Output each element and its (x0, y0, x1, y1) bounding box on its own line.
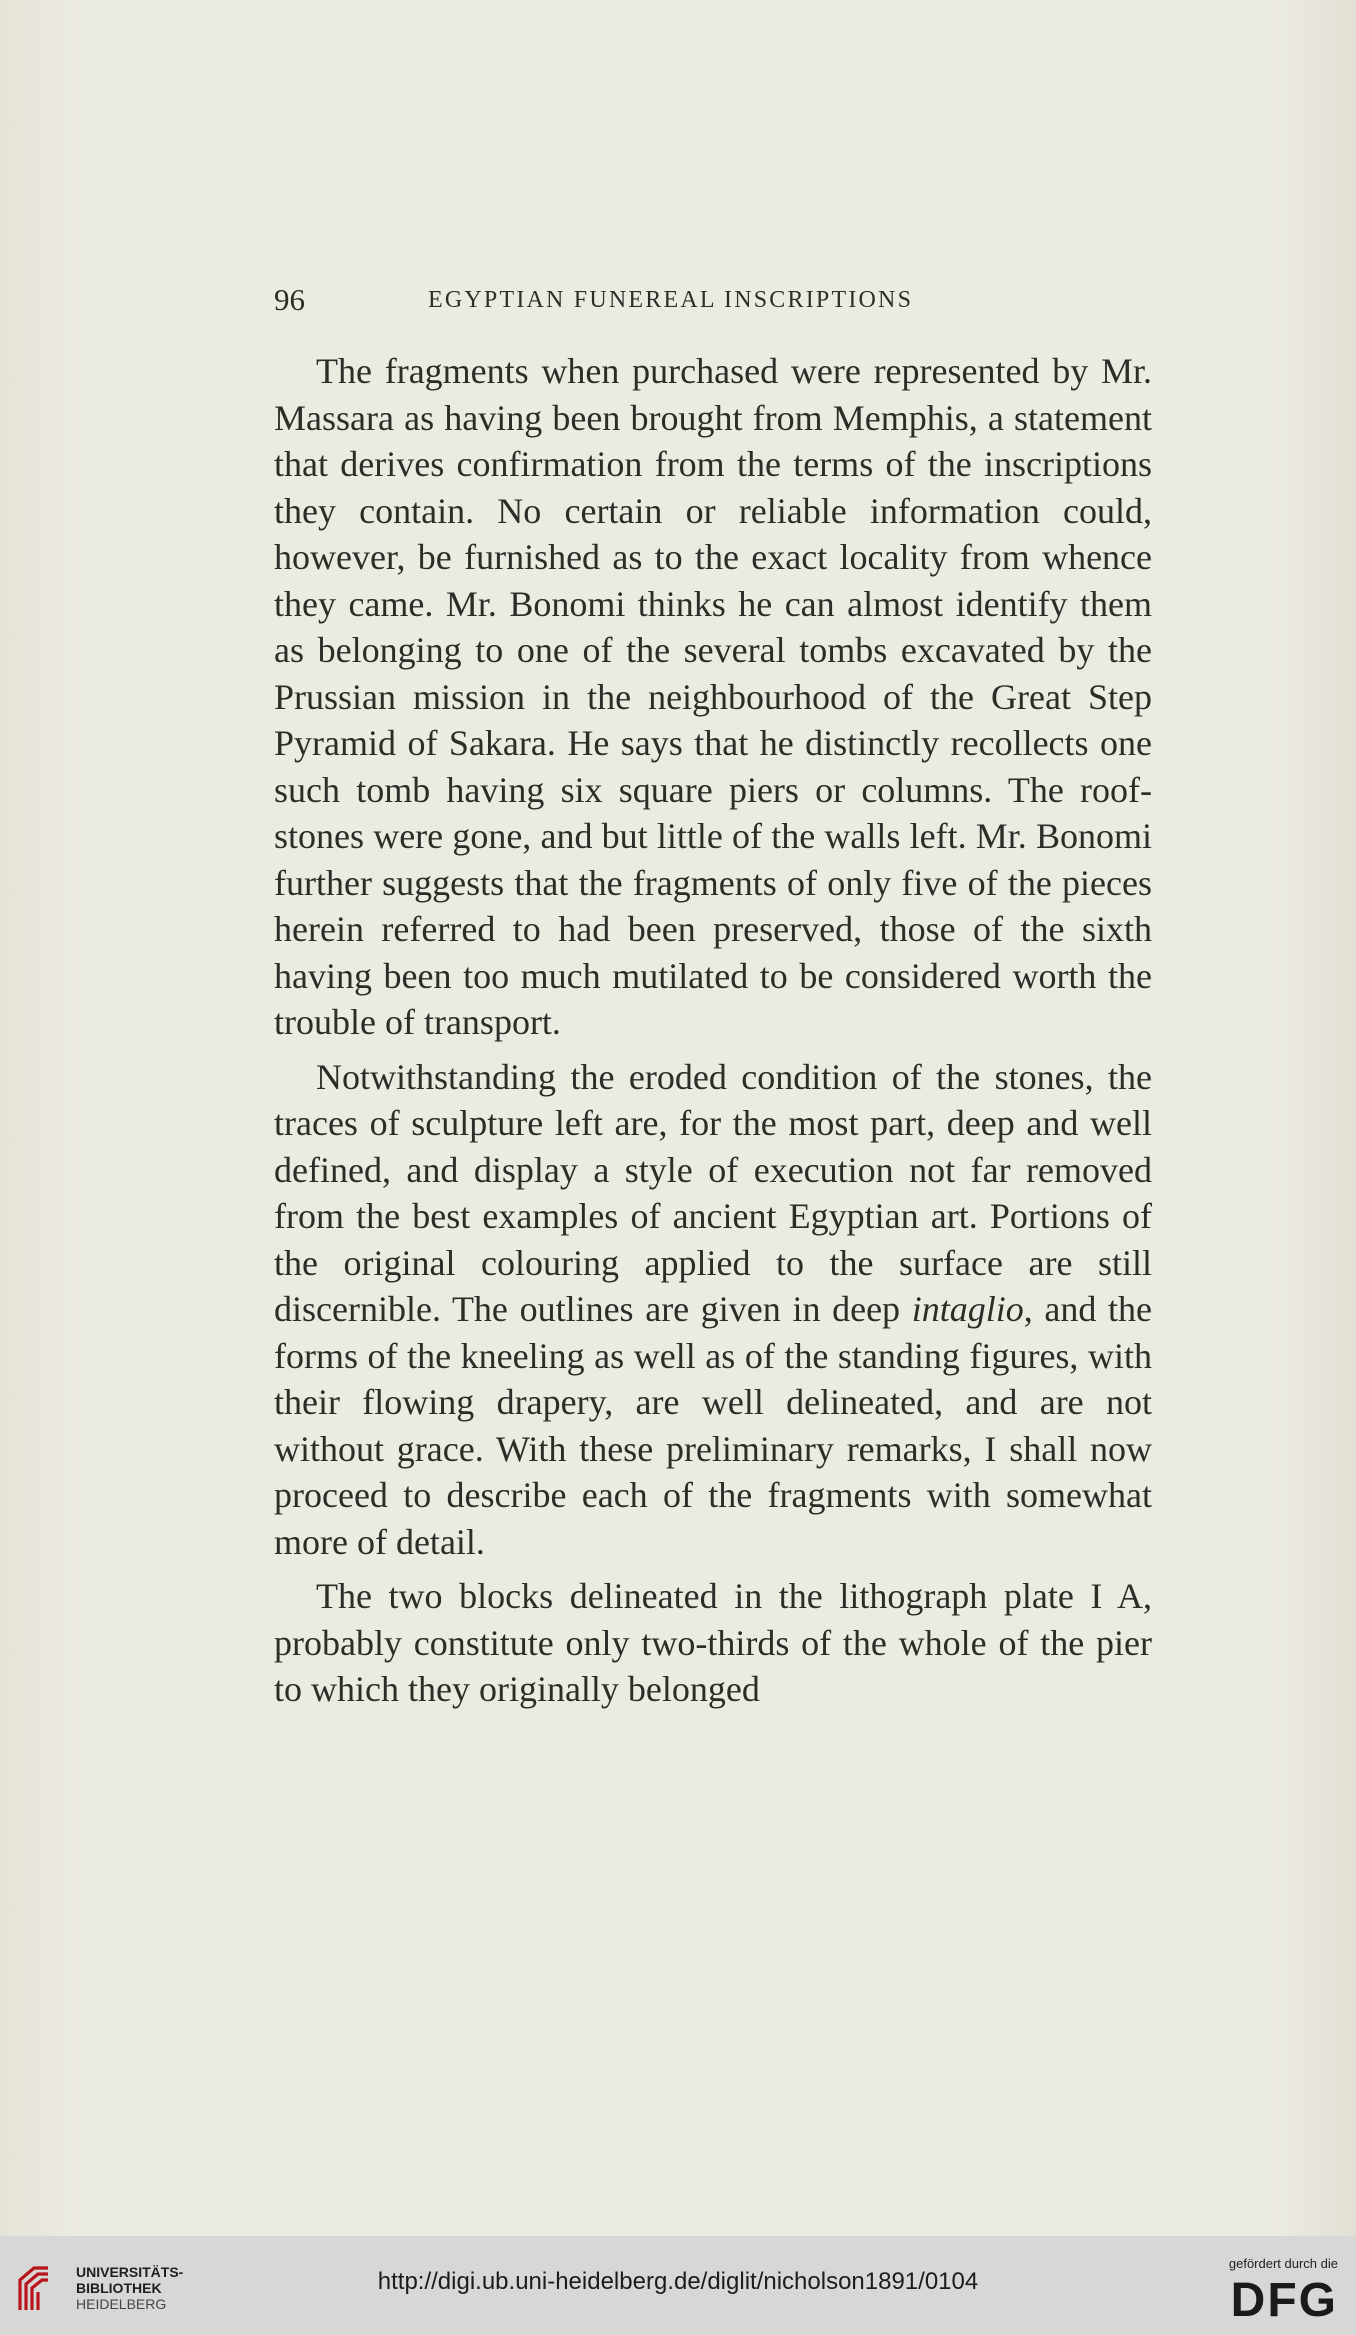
library-name-line1: UNIVERSITÄTS- (76, 2264, 184, 2280)
library-name-line3: HEIDELBERG (76, 2296, 167, 2312)
paragraph-3 (274, 1573, 1152, 1713)
paragraph-text: Notwithstanding the eroded condition of the stones, the traces of sculpture left are, for the most part, deep and well defined, and display a style of execution not far removed from the best examples of ancient Egyptian art. Portions of the original colouring applied to the surface are still discernible. The outlines are given in deep (274, 1056, 1152, 1329)
dfg-logo: DFG (1230, 2274, 1338, 2327)
paragraph-text: The two blocks delineated in the lithograph plate I A, probably constitute only two-thirds of the whole of the pier to which they originally belonged (274, 1576, 1152, 1709)
italic-term: intaglio (911, 1289, 1024, 1329)
paragraph-text: The fragments when purchased were represented by Mr. Massara as having been brought from Memphis, a statement that derives confirmation from the terms of the inscriptions they contain. No certain or reliable information could, however, be furnished as to the exact locality from whence they came. Mr. Bonomi thinks he can almost identify them as belonging to one of the several tombs excavated by the Prussian mission in the neighbourhood of the Great Step Pyramid of Sakara. He says that he distinctly recollects one such tomb having six square piers or columns. The roof-stones were gone, and but little of the walls left. Mr. Bonomi further suggests that the fragments of only five of the pieces herein referred to had been preserved, those of the sixth having been too much mutilated to be considered worth the trouble of transport. (274, 351, 1152, 1042)
footer-bar (0, 2236, 1356, 2335)
funder-note: gefördert durch die (1228, 2256, 1338, 2271)
running-head (274, 282, 1074, 322)
permalink-url[interactable]: http://digi.ub.uni-heidelberg.de/diglit/nicholson1891/0104 (377, 2268, 979, 2295)
paragraph-1 (274, 348, 1152, 1046)
paragraph-text: , and the forms of the kneeling as well as of the standing figures, with their flowing drapery, are well delineated, and are not without grace. With these preliminary remarks, I shall now proceed to describe each of the fragments with somewhat more of detail. (274, 1289, 1152, 1562)
body-text (274, 348, 1152, 1721)
page-number: 96 (274, 282, 305, 317)
paragraph-2 (274, 1054, 1152, 1566)
library-name-line2: BIBLIOTHEK (76, 2280, 162, 2296)
running-title: EGYPTIAN FUNEREAL INSCRIPTIONS (428, 287, 914, 313)
